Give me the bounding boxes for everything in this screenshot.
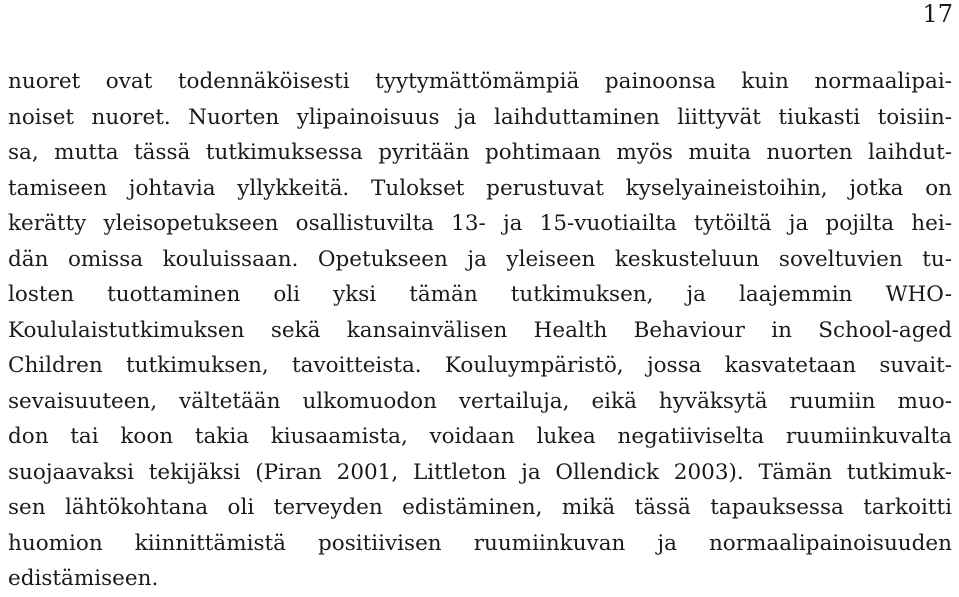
text-line: nuoret ovat todennäköisesti tyytymättömämpiä painoonsa kuin normaalipai- bbox=[8, 69, 952, 94]
text-line: Children tutkimuksen, tavoitteista. Kouluympäristö, jossa kasvatetaan suvait- bbox=[8, 353, 952, 378]
text-line: sa, mutta tässä tutkimuksessa pyritään pohtimaan myös muita nuorten laihdut- bbox=[8, 140, 952, 165]
body-paragraph bbox=[8, 64, 952, 597]
text-line: suojaavaksi tekijäksi (Piran 2001, Littleton ja Ollendick 2003). Tämän tutkimuk- bbox=[8, 459, 952, 485]
text-line: sen lähtökohtana oli terveyden edistäminen, mikä tässä tapauksessa tarkoitti bbox=[8, 495, 952, 520]
text-line: losten tuottaminen oli yksi tämän tutkimuksen, ja laajemmin WHO- bbox=[8, 282, 952, 307]
text-line: sevaisuuteen, vältetään ulkomuodon vertailuja, eikä hyväksytä ruumiin muo- bbox=[8, 388, 952, 414]
text-line: dän omissa kouluissaan. Opetukseen ja yleiseen keskusteluun soveltuvien tu- bbox=[8, 246, 952, 272]
page-number: 17 bbox=[922, 0, 953, 28]
text-line: tamiseen johtavia yllykkeitä. Tulokset perustuvat kyselyaineistoihin, jotka on bbox=[8, 175, 952, 201]
text-line: don tai koon takia kiusaamista, voidaan lukea negatiiviselta ruumiinkuvalta bbox=[8, 424, 952, 449]
text-line: huomion kiinnittämistä positiivisen ruumiinkuvan ja normaalipainoisuuden bbox=[8, 530, 952, 556]
text-line: kerätty yleisopetukseen osallistuvilta 13- ja 15-vuotiailta tytöiltä ja pojilta hei- bbox=[8, 211, 952, 236]
text-line: Koululaistutkimuksen sekä kansainvälisen Health Behaviour in School-aged bbox=[8, 317, 952, 343]
text-line: noiset nuoret. Nuorten ylipainoisuus ja laihduttaminen liittyvät tiukasti toisiin- bbox=[8, 104, 952, 130]
text-line: edistämiseen. bbox=[8, 566, 159, 591]
